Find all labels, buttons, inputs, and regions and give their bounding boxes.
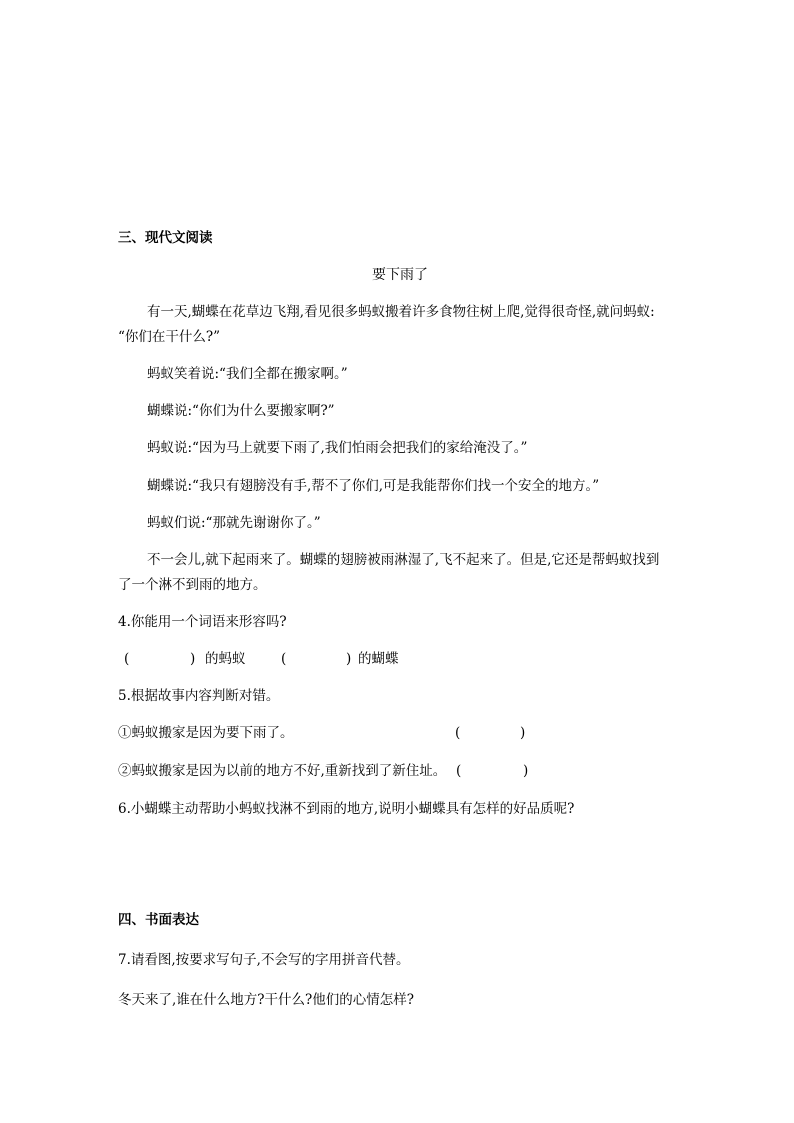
story-paragraph-7-line-1: 不一会儿,就下起雨来了。蝴蝶的翅膀被雨淋湿了,飞不起来了。但是,它还是帮蚂蚁找到 bbox=[147, 552, 660, 568]
q5-item-1-close: ) bbox=[520, 725, 526, 741]
section-4-heading: 四、书面表达 bbox=[118, 912, 199, 928]
story-paragraph-2: 蚂蚁笑着说:“我们全都在搬家啊。” bbox=[147, 366, 348, 382]
story-paragraph-3: 蝴蝶说:“你们为什么要搬家啊?” bbox=[147, 403, 335, 419]
q5-item-2: ②蚂蚁搬家是因为以前的地方不好,重新找到了新住址。 bbox=[118, 763, 447, 779]
question-7: 7.请看图,按要求写句子,不会写的字用拼音代替。 bbox=[118, 952, 410, 968]
q5-item-1-open: ( bbox=[455, 725, 461, 741]
question-5: 5.根据故事内容判断对错。 bbox=[118, 688, 280, 704]
q5-item-2-open: ( bbox=[456, 763, 462, 779]
story-paragraph-4: 蚂蚁说:“因为马上就要下雨了,我们怕雨会把我们的家给淹没了。” bbox=[147, 440, 528, 456]
story-paragraph-7-line-2: 了一个淋不到雨的地方。 bbox=[118, 577, 267, 593]
q5-item-2-close: ) bbox=[523, 763, 529, 779]
question-7-prompt: 冬天来了,谁在什么地方?干什么?他们的心情怎样? bbox=[118, 992, 415, 1008]
question-6: 6.小蝴蝶主动帮助小蚂蚁找淋不到雨的地方,说明小蝴蝶具有怎样的好品质呢? bbox=[118, 801, 575, 817]
section-3-heading: 三、现代文阅读 bbox=[118, 230, 213, 246]
story-paragraph-6: 蚂蚁们说:“那就先谢谢你了。” bbox=[147, 515, 321, 531]
story-title: 要下雨了 bbox=[372, 267, 428, 283]
q4-blank-2-close: ) bbox=[346, 651, 352, 667]
question-4: 4.你能用一个词语来形容吗? bbox=[118, 614, 287, 630]
q4-blank-1-open: ( bbox=[124, 651, 130, 667]
story-paragraph-1-line-2: “你们在干什么?” bbox=[118, 329, 221, 345]
story-paragraph-5: 蝴蝶说:“我只有翅膀没有手,帮不了你们,可是我能帮你们找一个安全的地方。” bbox=[147, 478, 600, 494]
q4-blank-2-suffix: 的蝴蝶 bbox=[358, 651, 399, 667]
q5-item-1: ①蚂蚁搬家是因为要下雨了。 bbox=[118, 725, 294, 741]
q4-blank-1-suffix: 的蚂蚁 bbox=[205, 651, 246, 667]
q4-blank-1-close: ) bbox=[190, 651, 196, 667]
story-paragraph-1-line-1: 有一天,蝴蝶在花草边飞翔,看见很多蚂蚁搬着许多食物往树上爬,觉得很奇怪,就问蚂蚁: bbox=[147, 304, 655, 320]
q4-blank-2-open: ( bbox=[281, 651, 287, 667]
